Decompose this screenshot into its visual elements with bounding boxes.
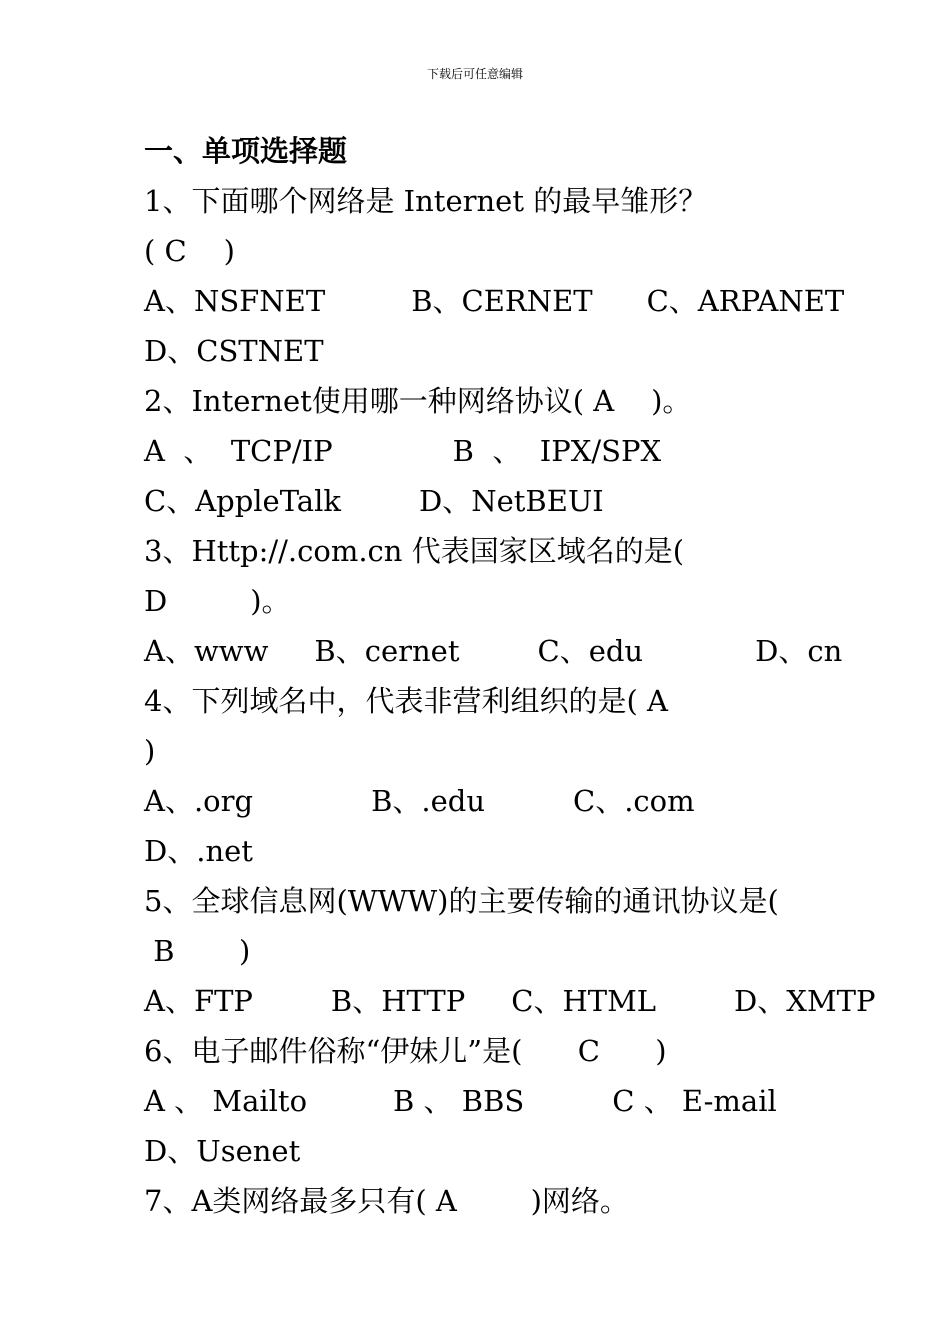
question-5-options-row-1 (144, 976, 876, 1026)
question-4-option-d: D、.net (144, 834, 253, 868)
question-3-answer: D )。 (144, 584, 291, 618)
question-3-option-b: B、cernet (314, 634, 460, 668)
question-3-stem: 3、Http://.com.cn 代表国家区域名的是( (144, 534, 685, 568)
question-4-answer: ) (144, 734, 156, 768)
page-header: 下载后可任意编辑 (426, 67, 523, 81)
question-2-options-row-2 (144, 476, 814, 526)
question-5-option-c: C、HTML (511, 984, 657, 1018)
question-5-option-d: D、XMTP (734, 984, 876, 1018)
question-6-option-a: A 、 Mailto (144, 1084, 308, 1118)
document-body (144, 126, 876, 1226)
question-3-option-a: A、www (144, 634, 269, 668)
question-5-option-a: A、FTP (144, 984, 253, 1018)
question-2-option-a: A 、 TCP/IP (144, 434, 333, 468)
question-6-option-c: C 、 E-mail (612, 1084, 777, 1118)
question-4-option-c: C、.com (573, 784, 695, 818)
question-5-stem: 5、全球信息网(WWW)的主要传输的通讯协议是( (144, 884, 779, 918)
question-7-stem: 7、A类网络最多只有( A )网络。 (144, 1184, 629, 1218)
question-2-option-c: C、AppleTalk (144, 484, 341, 518)
question-4-options-row-1 (144, 776, 814, 826)
question-1-options-row-1 (144, 276, 845, 326)
question-4-stem: 4、下列域名中，代表非营利组织的是( A (144, 684, 668, 718)
question-1-option-d: D、CSTNET (144, 334, 324, 368)
question-2-options-row-1 (144, 426, 814, 476)
question-5-option-b: B、HTTP (330, 984, 466, 1018)
question-2-option-b: B 、 IPX/SPX (452, 434, 662, 468)
question-1-option-b: B、CERNET (411, 284, 593, 318)
question-4-option-b: B、.edu (371, 784, 485, 818)
question-1-answer: ( C ) (144, 234, 235, 268)
question-2-option-d: D、NetBEUI (418, 484, 604, 518)
question-4-option-a: A、.org (144, 784, 254, 818)
question-1-option-c: C、ARPANET (646, 284, 845, 318)
question-5-answer: B ) (144, 934, 251, 968)
question-6-option-b: B 、 BBS (393, 1084, 525, 1118)
question-6-options-row-2 (144, 1126, 814, 1176)
question-3-options-row-1 (144, 626, 843, 676)
question-6-option-d: D、Usenet (144, 1134, 301, 1168)
section-title: 一、单项选择题 (144, 134, 348, 168)
question-6-options-row-1 (144, 1076, 814, 1126)
question-3-option-d: D、cn (755, 634, 843, 668)
question-1-stem: 1、下面哪个网络是 Internet 的最早雏形？ (144, 184, 708, 218)
question-1-option-a: A、NSFNET (144, 284, 326, 318)
question-2-stem: 2、Internet使用哪一种网络协议( A )。 (144, 384, 692, 418)
question-1-options-row-2 (144, 326, 814, 376)
question-4-options-row-2 (144, 826, 814, 876)
question-6-stem: 6、电子邮件俗称“伊妹儿”是( C ) (144, 1034, 667, 1068)
question-3-option-c: C、edu (537, 634, 644, 668)
